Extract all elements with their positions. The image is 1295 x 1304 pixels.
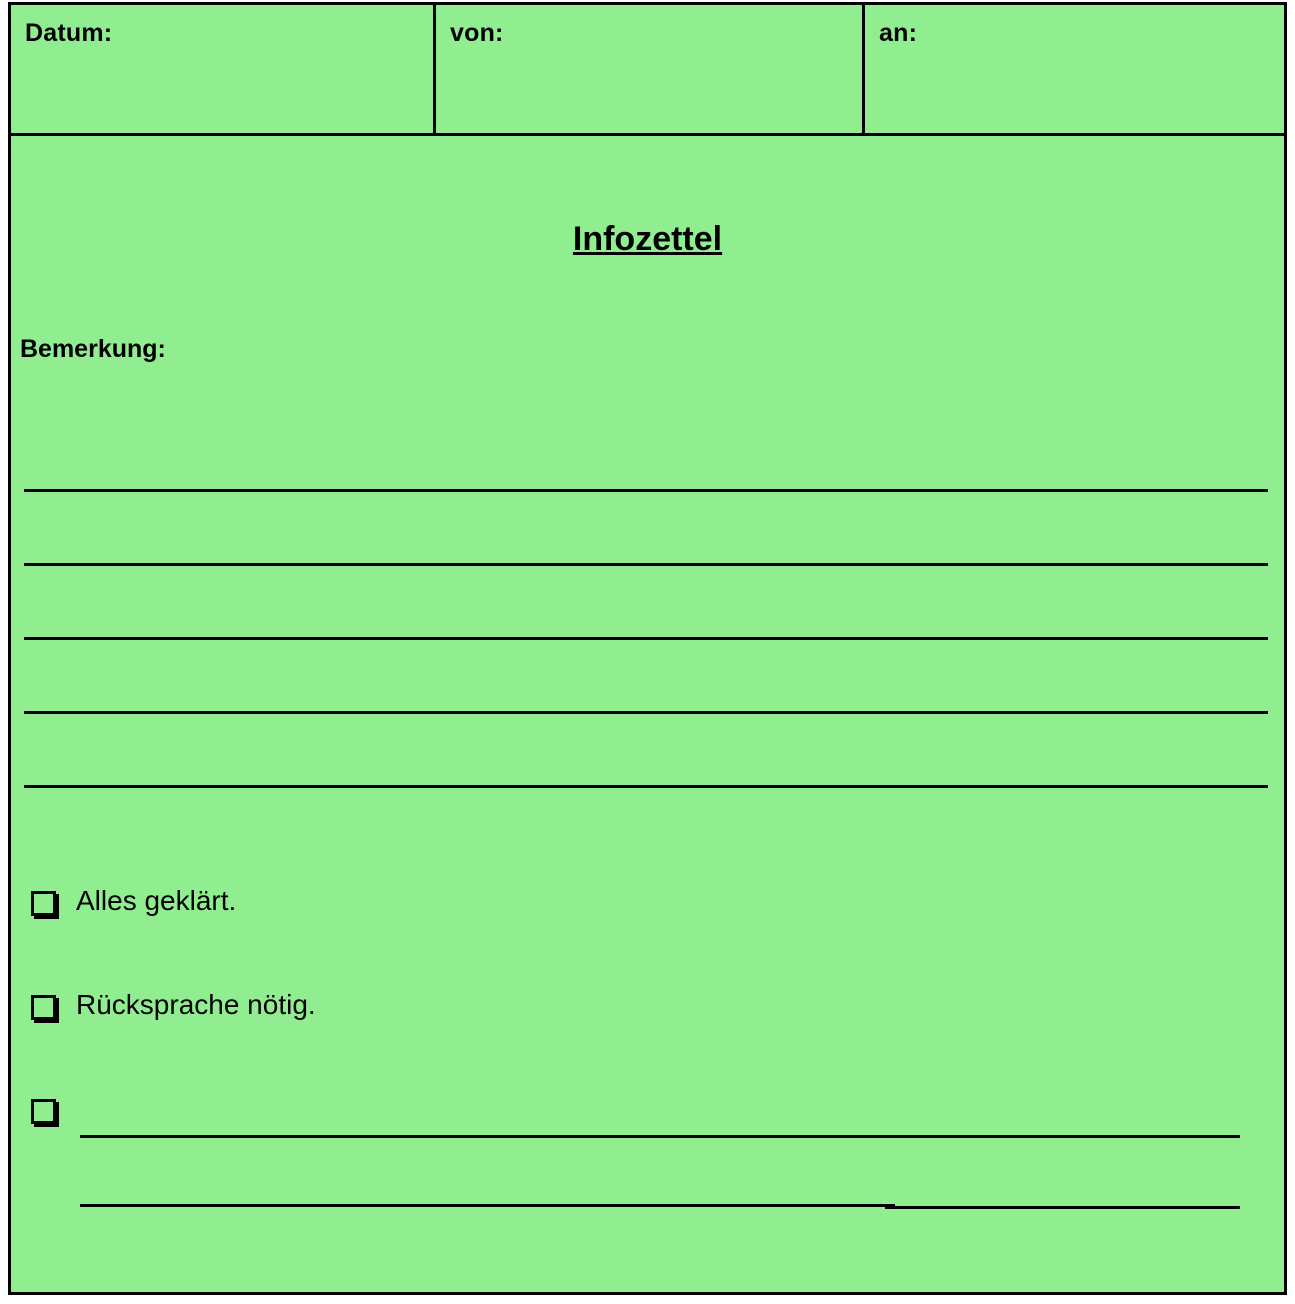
field-from-label: von: <box>450 19 504 47</box>
option-label: Rücksprache nötig. <box>76 989 316 1020</box>
writing-line[interactable] <box>24 714 1268 788</box>
option-label: Alles geklärt. <box>76 885 237 916</box>
field-date[interactable] <box>11 5 436 133</box>
writing-line[interactable] <box>24 418 1268 492</box>
option-ruecksprache-noetig[interactable] <box>31 987 1284 1091</box>
field-from[interactable] <box>436 5 865 133</box>
remark-label: Bemerkung: <box>20 335 166 363</box>
info-note-form <box>8 2 1287 1295</box>
page-title: Infozettel <box>572 220 723 258</box>
writing-line[interactable] <box>80 1091 1240 1138</box>
option-write-in-area[interactable] <box>80 1091 1240 1207</box>
checkbox-icon[interactable] <box>31 1099 56 1124</box>
field-to-label: an: <box>879 19 918 47</box>
writing-line[interactable] <box>24 566 1268 640</box>
writing-line[interactable] <box>24 640 1268 714</box>
options-list <box>11 883 1284 1195</box>
option-other-blank[interactable] <box>31 1091 1284 1195</box>
remark-writing-area[interactable] <box>11 418 1284 788</box>
writing-line[interactable] <box>24 492 1268 566</box>
writing-line[interactable] <box>80 1204 1240 1207</box>
form-body <box>11 220 1284 1295</box>
field-to[interactable] <box>865 5 1284 133</box>
header-row <box>11 5 1284 136</box>
checkbox-icon[interactable] <box>31 891 56 916</box>
field-date-label: Datum: <box>25 19 113 47</box>
option-alles-geklaert[interactable] <box>31 883 1284 987</box>
checkbox-icon[interactable] <box>31 995 56 1020</box>
